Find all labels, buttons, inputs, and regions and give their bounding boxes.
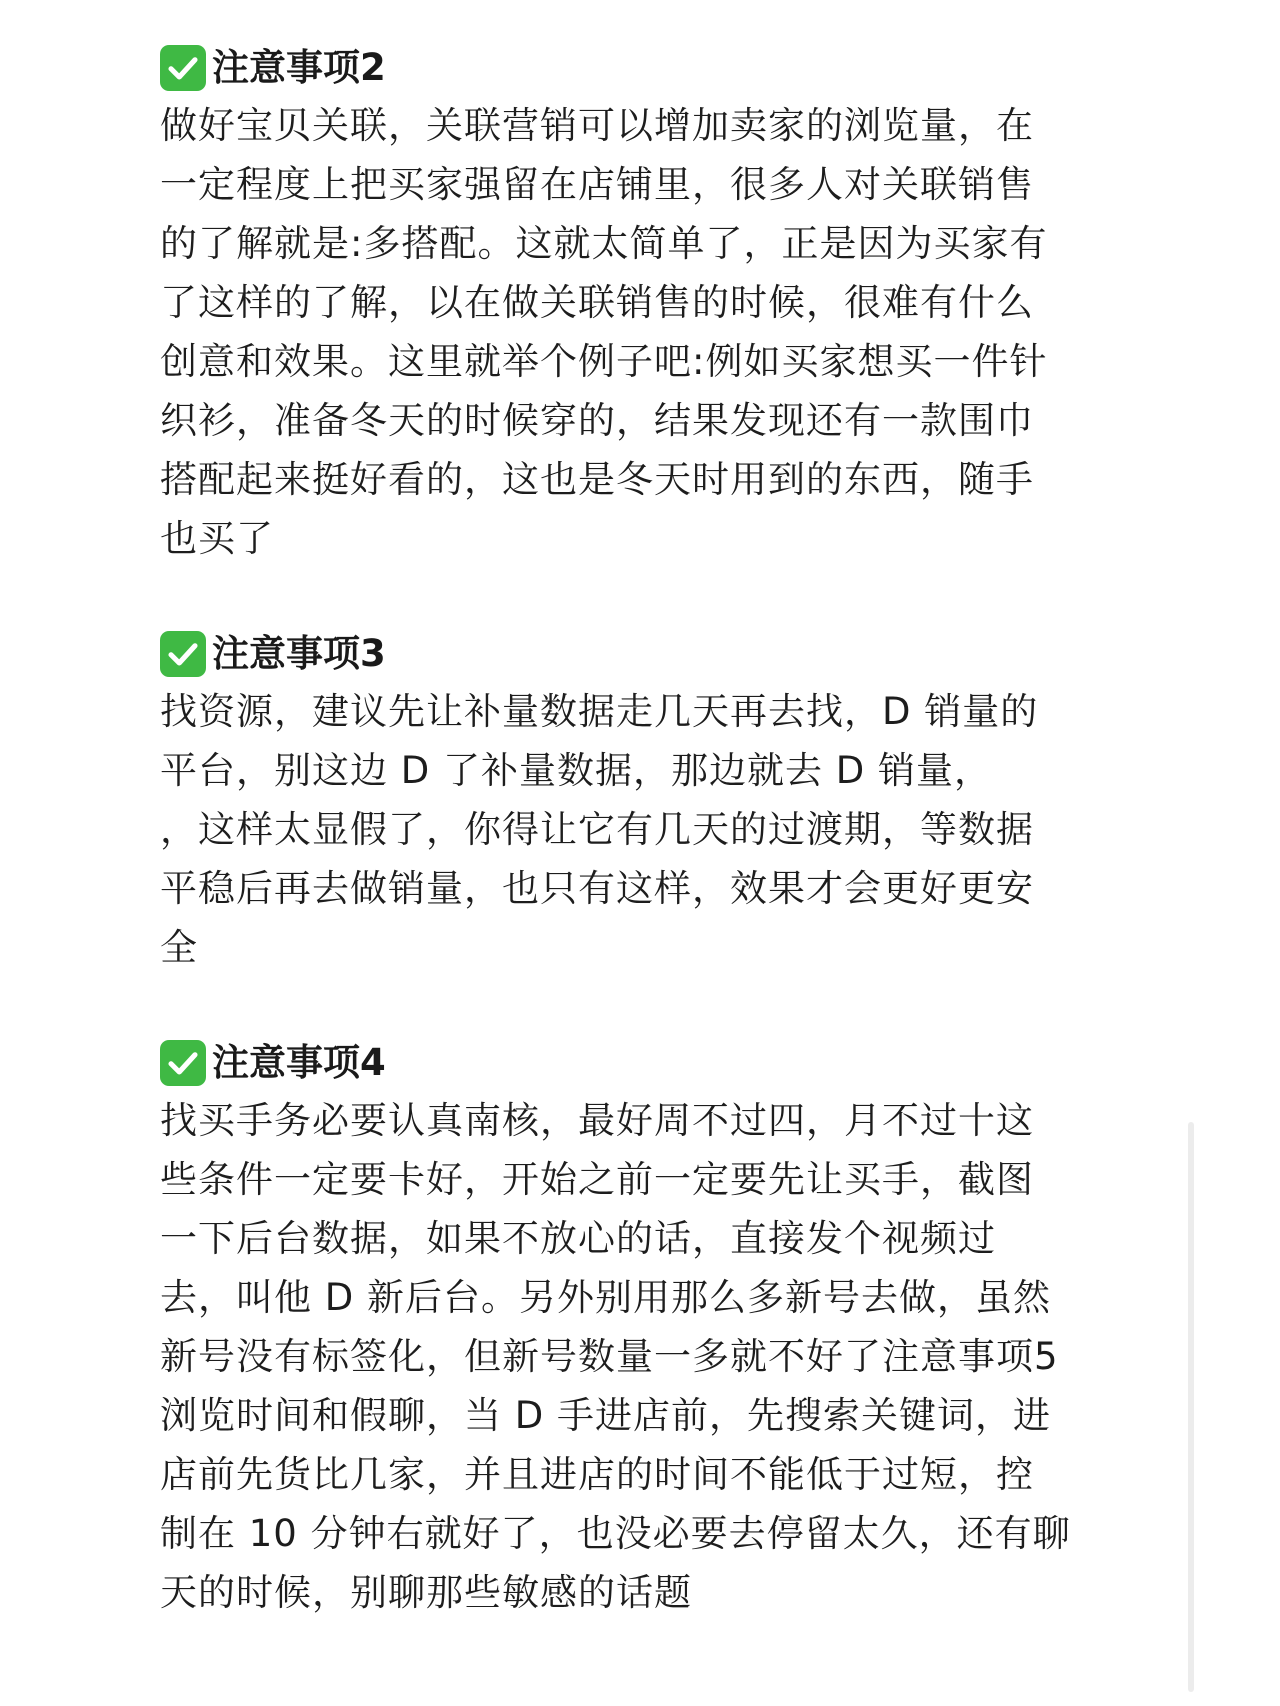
section-body: 做好宝贝关联，关联营销可以增加卖家的浏览量，在 一定程度上把买家强留在店铺里，很多人对关联销售 的了解就是:多搭配。这就太简单了，正是因为买家有 了这样的了解，以在做关联销售的时候，很难有什么 创意和效果。这里就举个例子吧:例如买家想买一件针 织衫，准备冬天的时候穿的，结果发现还有一款围巾 搭配起来挺好看的，这也是冬天时用到的东西，随手 也买了 xyxy=(160,104,1048,560)
section-note-3 xyxy=(160,626,1140,977)
section-title: 注意事项3 xyxy=(212,632,386,675)
check-mark-icon xyxy=(160,45,206,91)
scrollbar[interactable] xyxy=(1188,1122,1194,1692)
section-note-2 xyxy=(160,40,1140,568)
section-heading xyxy=(160,626,1140,682)
section-heading xyxy=(160,1035,1140,1091)
section-heading xyxy=(160,40,1140,96)
section-title: 注意事项2 xyxy=(212,46,386,89)
check-mark-icon xyxy=(160,1040,206,1086)
section-note-4 xyxy=(160,1035,1140,1622)
section-body: 找资源，建议先让补量数据走几天再去找，D 销量的 平台，别这边 D 了补量数据，那边就去 D 销量， ，这样太显假了，你得让它有几天的过渡期，等数据 平稳后再去做销量，也只有这样，效果才会更好更安 全 xyxy=(160,690,1039,969)
article xyxy=(160,40,1140,1622)
section-title: 注意事项4 xyxy=(212,1041,386,1084)
check-mark-icon xyxy=(160,631,206,677)
section-body: 找买手务必要认真南核，最好周不过四，月不过十这 些条件一定要卡好，开始之前一定要先让买手，截图 一下后台数据，如果不放心的话，直接发个视频过 去，叫他 D 新后台。另外别用那么多新号去做，虽然 新号没有标签化，但新号数量一多就不好了注意事项5 浏览时间和假聊，当 D 手进店前，先搜索关键词，进 店前先货比几家，并且进店的时间不能低于过短，控 制在 10 分钟右就好了，也没必要去停留太久，还有聊 天的时候，别聊那些敏感的话题 xyxy=(160,1099,1071,1614)
